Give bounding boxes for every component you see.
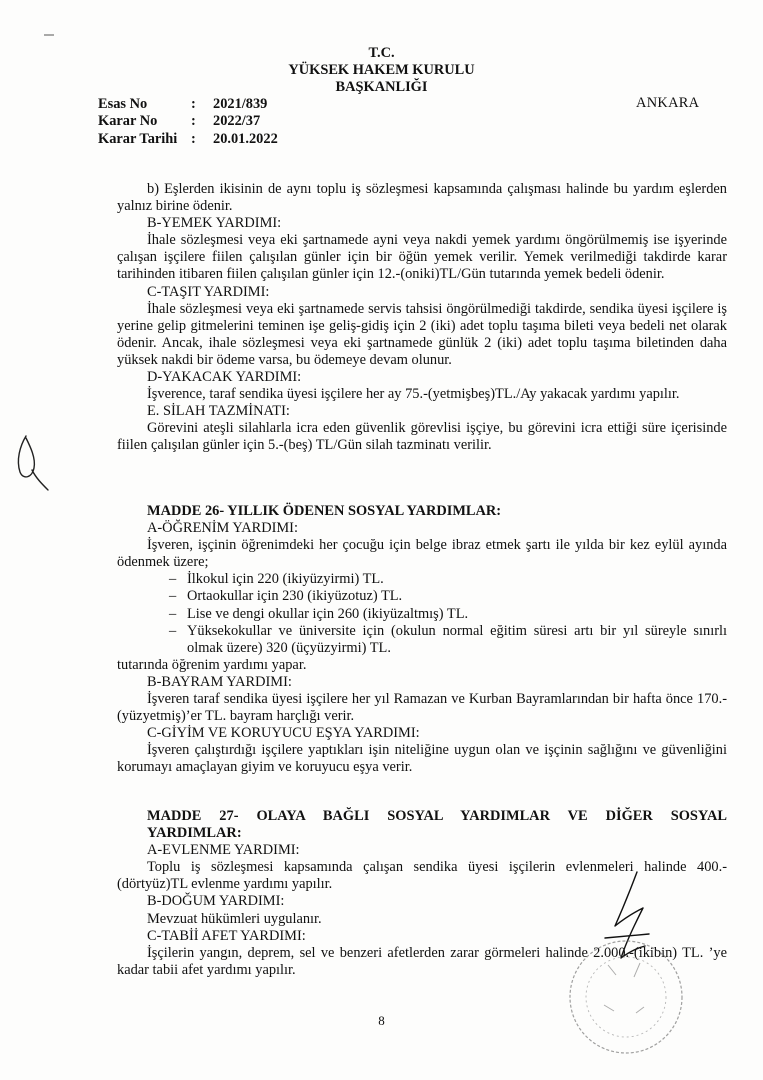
esas-value: 2021/839	[213, 96, 268, 112]
tarih-colon: :	[191, 131, 196, 147]
afet-text: İşçilerin yangın, deprem, sel ve benzeri afetlerden zarar görmeleri halinde 2.000.-(ikibin) TL. ’ye kadar tabii afet yardımı yapılır.	[117, 944, 727, 978]
header-institution: YÜKSEK HAKEM KURULU	[288, 62, 475, 78]
header-presidency: BAŞKANLIĞI	[335, 79, 428, 95]
esas-label: Esas No	[98, 96, 148, 112]
giyim-text: İşveren çalıştırdığı işçilere yaptıkları işin niteliğine uygun olan ve işçinin sağlığını ve güvenliğini korumayı amaçlayan giyim ve koruyucu eşya verir.	[117, 742, 727, 776]
ogrenim-title: A-ÖĞRENİM YARDIMI:	[147, 520, 298, 537]
ogrenim-list	[117, 571, 727, 656]
meta-tarih	[98, 131, 278, 148]
silah-title: E. SİLAH TAZMİNATI:	[147, 403, 290, 420]
body-section-top	[117, 181, 727, 455]
dogum-title: B-DOĞUM YARDIMI:	[147, 893, 285, 910]
list-item: – Ortaokullar için 230 (ikiyüzotuz) TL.	[169, 588, 727, 605]
esler-paragraph: b) Eşlerden ikisinin de aynı toplu iş sözleşmesi kapsamında çalışması halinde bu yardım eşlerden yalnız birine ödenir.	[117, 181, 727, 215]
madde-27-heading-cont: YARDIMLAR:	[147, 825, 242, 842]
meta-karar	[98, 113, 260, 130]
afet-title: C-TABİİ AFET YARDIMI:	[147, 927, 306, 944]
tarih-value: 20.01.2022	[213, 131, 278, 147]
list-item: – Yüksekokullar ve üniversite için (okulun normal eğitim süresi artı bir yıl süreyle sınırlı olmak üzere) 320 (üçyüzyirmi) TL.	[169, 623, 727, 657]
handwritten-initial-signature	[12, 432, 52, 494]
ogrenim-tail: tutarında öğrenim yardımı yapar.	[117, 656, 307, 673]
page-number: 8	[378, 1013, 385, 1028]
list-item: – İlkokul için 220 (ikiyüzyirmi) TL.	[169, 571, 727, 588]
yemek-text: İhale sözleşmesi veya eki şartnamede ayni veya nakdi yemek yardımı öngörülmemiş ise işyerinde çalışan işçilere fiilen çalışılan günler için bir öğün yemek verilir. Yemek verilmediği takdirde karar tarihinden itibaren fiilen çalışılan günler için 12.-(oniki)TL/Gün tutarında yemek bedeli ödenir.	[117, 232, 727, 283]
tasit-text: İhale sözleşmesi veya eki şartnamede servis tahsisi öngörülmediği takdirde, sendika üyesi işçilere iş yerine gelip gitmelerini teminen işe geliş-gidiş için 2 (iki) adet toplu taşıma bileti veya bedeli net olarak ödenir. Ancak, ihale sözleşmesi veya eki şartnamede günlük 2 (iki) adet toplu taşıma biletinden daha yüksek nakdi bir ödeme varsa, bu ödemeye devam olunur.	[117, 300, 727, 368]
official-seal-stamp	[548, 935, 698, 1060]
madde-27-heading: MADDE 27- OLAYA BAĞLI SOSYAL YARDIMLAR VE DİĞER SOSYAL	[147, 808, 727, 824]
scan-dash-mark	[44, 33, 56, 37]
header-tc: T.C.	[368, 45, 395, 61]
madde-26-heading: MADDE 26- YILLIK ÖDENEN SOSYAL YARDIMLAR:	[147, 503, 502, 519]
dogum-text: Mevzuat hükümleri uygulanır.	[147, 910, 322, 927]
bayram-title: B-BAYRAM YARDIMI:	[147, 673, 292, 690]
city-ankara: ANKARA	[636, 95, 700, 111]
madde-26-section	[117, 503, 727, 777]
list-item: – Lise ve dengi okullar için 260 (ikiyüzaltmış) TL.	[169, 606, 727, 623]
tarih-label: Karar Tarihi	[98, 131, 178, 147]
bayram-text: İşveren taraf sendika üyesi işçilere her yıl Ramazan ve Kurban Bayramlarından bir hafta önce 170.-(yüzyetmiş)’er TL. bayram harçlığı verir.	[117, 691, 727, 725]
karar-label: Karar No	[98, 113, 158, 129]
evlenme-title: A-EVLENME YARDIMI:	[147, 842, 300, 859]
evlenme-text: Toplu iş sözleşmesi kapsamında çalışan sendika üyesi işçilerin evlenmeleri halinde 400.-(dörtyüz)TL evlenme yardımı yapılır.	[117, 859, 727, 893]
yakacak-text: İşverence, taraf sendika üyesi işçilere her ay 75.-(yetmişbeş)TL./Ay yakacak yardımı yapılır.	[147, 386, 680, 403]
meta-esas	[98, 96, 267, 113]
ogrenim-text: İşveren, işçinin öğrenimdeki her çocuğu için belge ibraz etmek şartı ile yılda bir kez eylül ayında ödenmek üzere;	[117, 537, 727, 571]
silah-text: Görevini ateşli silahlarla icra eden güvenlik görevlisi işçiye, bu görevini icra ettiği süre içerisinde fiilen çalışılan günler için 5.-(beş) TL/Gün silah tazminatı verilir.	[117, 420, 727, 454]
yemek-title: B-YEMEK YARDIMI:	[147, 215, 282, 232]
giyim-title: C-GİYİM VE KORUYUCU EŞYA YARDIMI:	[147, 725, 420, 742]
esas-colon: :	[191, 96, 196, 112]
yakacak-title: D-YAKACAK YARDIMI:	[147, 369, 302, 386]
karar-value: 2022/37	[213, 113, 261, 129]
karar-colon: :	[191, 113, 196, 129]
tasit-title: C-TAŞIT YARDIMI:	[147, 283, 270, 300]
